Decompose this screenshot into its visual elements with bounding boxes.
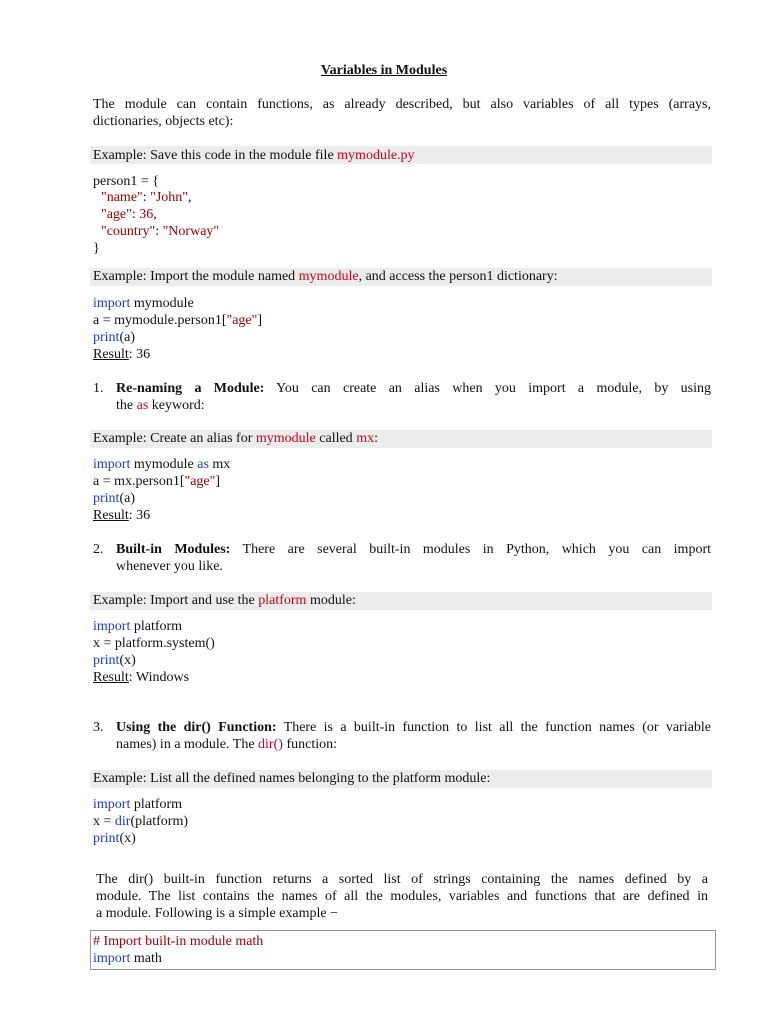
code-line: person1 = { xyxy=(93,174,159,189)
code-line: print(a) xyxy=(93,491,135,506)
example-label: Example: List all the defined names belonging to the platform module: xyxy=(93,771,491,786)
code-line: import platform xyxy=(93,797,183,812)
paragraph-line-2: module. The list contains the names of all the modules, variables and functions that are defined in xyxy=(96,889,708,904)
section-text: the as keyword: xyxy=(116,398,205,413)
code-line: a = mx.person1["age"] xyxy=(93,474,221,489)
code-line: x = platform.system() xyxy=(93,636,215,651)
intro-line-1: The module can contain functions, as already described, but also variables of all types (arrays, xyxy=(93,97,711,112)
section-text: Built-in Modules: There are several built-in modules in Python, which you can import xyxy=(116,542,711,557)
code-line: a = mymodule.person1["age"] xyxy=(93,313,263,328)
section-text: Using the dir() Function: There is a built-in function to list all the function names (or variable xyxy=(116,720,712,735)
list-number: 1. xyxy=(93,381,104,396)
code-line: } xyxy=(93,241,100,256)
result-line: Result: Windows xyxy=(93,670,190,685)
intro-line-2: dictionaries, objects etc): xyxy=(93,114,234,129)
code-line: import mymodule xyxy=(93,296,194,311)
paragraph-line-3: a module. Following is a simple example − xyxy=(96,906,338,921)
example-label: Example: Import and use the platform module: xyxy=(93,593,356,608)
code-comment: # Import built-in module math xyxy=(93,934,264,949)
section-text: names) in a module. The dir() function: xyxy=(116,737,337,752)
code-line: import math xyxy=(93,951,162,966)
code-line: print(x) xyxy=(93,653,136,668)
example-label: Example: Create an alias for mymodule called mx: xyxy=(93,431,378,446)
code-line: "country": "Norway" xyxy=(101,224,220,239)
code-line: "name": "John", xyxy=(101,190,192,205)
example-label: Example: Import the module named mymodule, and access the person1 dictionary: xyxy=(93,269,558,284)
result-line: Result: 36 xyxy=(93,347,151,362)
list-number: 3. xyxy=(93,720,104,735)
code-line: x = dir(platform) xyxy=(93,814,188,829)
code-line: print(a) xyxy=(93,330,135,345)
code-line: "age": 36, xyxy=(101,207,157,222)
result-line: Result: 36 xyxy=(93,508,151,523)
section-text: whenever you like. xyxy=(116,559,223,574)
page-title: Variables in Modules xyxy=(320,63,448,78)
code-line: print(x) xyxy=(93,831,136,846)
paragraph-line-1: The dir() built-in function returns a sorted list of strings containing the names defined by a xyxy=(96,872,708,887)
code-line: import mymodule as mx xyxy=(93,457,231,472)
example-label: Example: Save this code in the module file mymodule.py xyxy=(93,148,415,163)
list-number: 2. xyxy=(93,542,104,557)
code-line: import platform xyxy=(93,619,183,634)
section-text: Re-naming a Module: You can create an alias when you import a module, by using xyxy=(116,381,711,396)
